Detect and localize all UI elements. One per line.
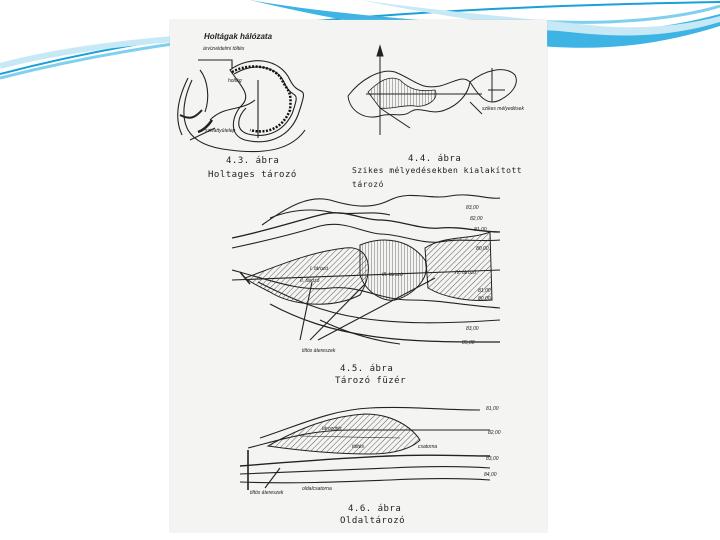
fig45-label-reservoir-4: IV. tározó [455,270,477,276]
fig46-label-basin: tározótér [322,426,342,432]
fig45-number: 4.5. ábra [340,364,394,374]
oxbow-network-diagram [178,60,305,152]
fig45-dam-label: tiltós átereszek [302,348,336,354]
fig45-label-reservoir-3: III. tározó [382,272,403,278]
fig43-caption: Holtages tározó [208,170,297,180]
fig46-contour: 83,00 [486,456,499,462]
fig46-caption: Oldaltározó [340,516,406,526]
fig45-caption: Tározó füzér [335,376,407,386]
fig45-contour: 83,00 [466,326,479,332]
fig45-contour: 85,00 [462,340,475,346]
fig44-caption-line1: Szikes mélyedésekben kialakított [352,166,523,175]
fig45-label-reservoir-2: II. tározó [300,278,320,284]
fig46-contour: 81,00 [486,406,499,412]
fig46-canal-label: oldalcsatorna [302,486,332,492]
fig45-contour: 81,00 [474,227,487,233]
fig44-caption-line2: tározó [352,180,384,189]
fig43-label-pump: szivattyútelep [205,128,236,134]
fig43-heading: Holtágak hálózata [204,32,273,41]
fig45-contour: 83,00 [466,205,479,211]
fig45-label-reservoir-1: I. tározó [310,266,329,272]
fig44-label-depressions: szikes mélyedések [482,106,524,112]
fig46-contour: 84,00 [484,472,497,478]
fig46-label-canal: csatorna [418,444,438,450]
fig45-contour: 81,00 [478,288,491,294]
fig46-contour: 82,00 [488,430,501,436]
fig46-number: 4.6. ábra [348,504,402,514]
fig43-label-dike: árvízvédelmi töltés [203,46,245,52]
scanned-figure-page [170,20,547,532]
fig46-label-dike: töltés [352,444,364,450]
fig43-label-oxbow: holtág [228,78,242,84]
fig43-number: 4.3. ábra [226,156,280,166]
fig45-contour: 80,00 [476,246,489,252]
fig45-contour: 80,00 [478,296,491,302]
fig46-dam-label: tiltós átereszek [250,490,284,496]
fig45-contour: 82,00 [470,216,483,222]
fig44-number: 4.4. ábra [408,154,462,164]
